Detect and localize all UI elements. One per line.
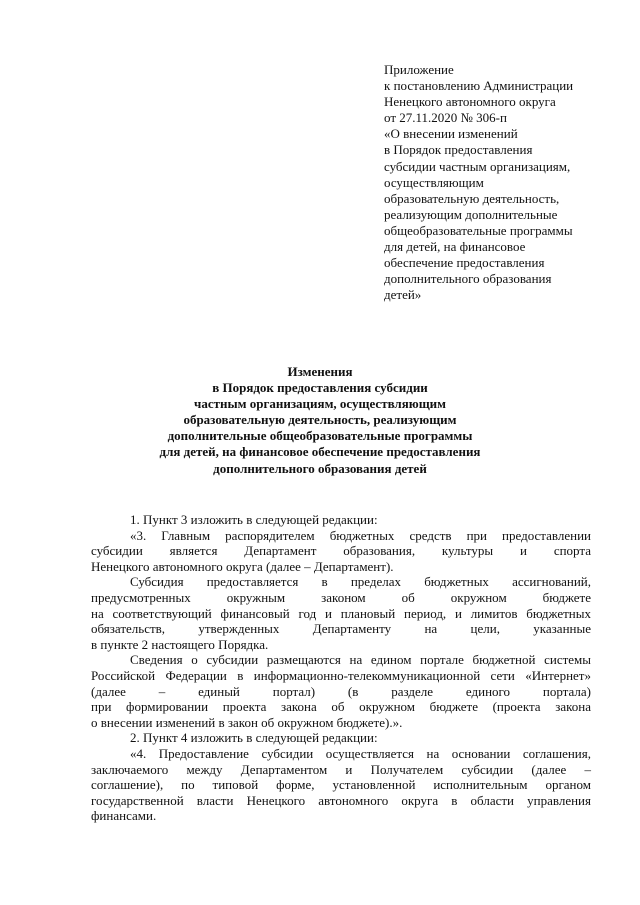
body-line: предусмотренных окружным законом об окружном бюджете xyxy=(91,589,591,605)
body-line: 1. Пункт 3 изложить в следующей редакции: xyxy=(130,512,378,527)
body-line: заключаемого между Департаментом и Получателем субсидии (далее – xyxy=(91,761,591,777)
body-line: 2. Пункт 4 изложить в следующей редакции: xyxy=(130,730,378,746)
body-line: субсидии является Департамент образования, культуры и спорта xyxy=(91,543,591,559)
body-line: (далее – единый портал) (в разделе единого портала) xyxy=(91,683,591,699)
body-line: Ненецкого автономного округа (далее – Департамент). xyxy=(91,558,394,574)
body-line: Субсидия предоставляется в пределах бюджетных ассигнований, xyxy=(130,574,591,590)
appendix-line: дополнительного образования xyxy=(384,271,552,287)
title-line: образовательную деятельность, реализующим xyxy=(183,412,457,428)
body-line: обязательств, утвержденных Департаменту на цели, указанные xyxy=(91,621,591,637)
appendix-line: Ненецкого автономного округа xyxy=(384,94,556,110)
appendix-line: общеобразовательные программы xyxy=(384,222,573,238)
appendix-line: для детей, на финансовое xyxy=(384,239,526,255)
body-line: в пункте 2 настоящего Порядка. xyxy=(91,636,269,652)
appendix-line: образовательную деятельность, xyxy=(384,190,560,206)
title-line: дополнительного образования детей xyxy=(213,460,427,476)
title-line: частным организациям, осуществляющим xyxy=(193,396,447,412)
title-line: дополнительные общеобразовательные программы xyxy=(167,428,473,444)
body-line: «3. Главным распорядителем бюджетных средств при предоставлении xyxy=(130,527,591,543)
body-line: финансами. xyxy=(91,808,157,824)
appendix-line: к постановлению Администрации xyxy=(384,78,574,94)
appendix-line: субсидии частным организациям, xyxy=(384,158,571,174)
body-line: соглашение), по типовой форме, установленной исполнительным органом xyxy=(91,777,591,793)
body-line: о внесении изменений в закон об окружном бюджете).». xyxy=(91,714,403,730)
appendix-header xyxy=(384,62,614,303)
document-body xyxy=(91,512,591,824)
body-line: на соответствующий финансовый год и плановый период, и лимитов бюджетных xyxy=(91,605,591,621)
body-line: государственной власти Ненецкого автономного округа в области управления xyxy=(91,792,591,808)
title-line: для детей, на финансовое обеспечение предоставления xyxy=(159,444,481,460)
title-line: в Порядок предоставления субсидии xyxy=(212,380,428,396)
appendix-line: реализующим дополнительные xyxy=(384,206,558,222)
body-line: Сведения о субсидии размещаются на едином портале бюджетной системы xyxy=(130,652,591,668)
appendix-line: детей» xyxy=(384,287,422,303)
appendix-line: Приложение xyxy=(384,62,454,77)
appendix-line: от 27.11.2020 № 306-п xyxy=(384,110,507,126)
appendix-line: обеспечение предоставления xyxy=(384,255,545,271)
body-line: при формировании проекта закона об окружном бюджете (проекта закона xyxy=(91,699,591,715)
appendix-line: осуществляющим xyxy=(384,174,484,190)
body-line: «4. Предоставление субсидии осуществляется на основании соглашения, xyxy=(130,745,591,761)
title-line: Изменения xyxy=(287,364,353,379)
appendix-line: «О внесении изменений xyxy=(384,126,518,142)
appendix-line: в Порядок предоставления xyxy=(384,142,533,158)
document-title xyxy=(40,364,600,477)
body-line: Российской Федерации в информационно-телекоммуникационной сети «Интернет» xyxy=(91,667,591,683)
